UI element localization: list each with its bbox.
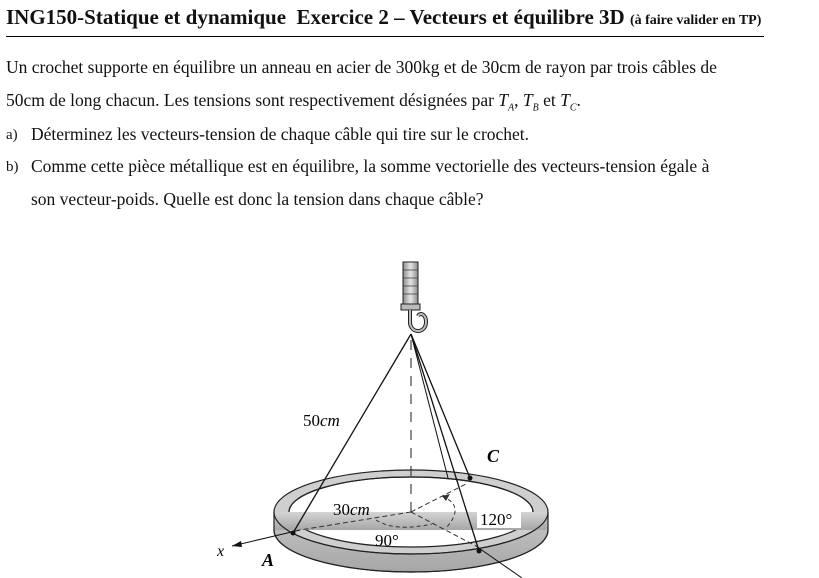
tension-tb: $T_B$: [522, 90, 539, 114]
statement-line-2-text: 50cm de long chacun. Les tensions sont respectivement désignées par: [6, 90, 494, 110]
label-cable-length: 50cm: [303, 411, 340, 430]
question-b-label: b): [6, 159, 19, 175]
tension-separator: ,: [514, 90, 519, 110]
course-title: ING150-Statique et dynamique: [6, 5, 287, 29]
tension-ta: $T_A$: [498, 90, 515, 114]
question-a-text: Déterminez les vecteurs-tension de chaque câble qui tire sur le crochet.: [31, 124, 530, 144]
statement-et: et: [543, 90, 556, 110]
hook: [401, 262, 426, 331]
question-b-text: Comme cette pièce métallique est en équilibre, la somme vectorielle des vecteurs-tension égale à: [31, 156, 710, 176]
x-axis-arrowhead: [232, 541, 242, 547]
cable-c: [411, 334, 470, 478]
label-axis-x: x: [217, 543, 225, 560]
label-angle-120: 120°: [480, 510, 513, 529]
attach-point-c: [468, 476, 473, 481]
label-point-a: A: [262, 550, 275, 570]
label-point-c: C: [487, 446, 500, 466]
exercise-title: Exercice 2 – Vecteurs et équilibre 3D: [296, 5, 625, 29]
cable-rear: [411, 334, 448, 478]
question-b-text-continued: son vecteur-poids. Quelle est donc la tension dans chaque câble?: [31, 189, 484, 209]
statement-end: .: [576, 90, 581, 110]
label-radius: 30cm: [333, 500, 370, 519]
exercise-note: (à faire valider en TP): [629, 13, 762, 28]
statement-line-1: Un crochet supporte en équilibre un anneau en acier de 300kg et de 30cm de rayon par trois câbles de: [6, 57, 717, 77]
label-angle-90: 90°: [375, 531, 399, 550]
tension-tc: $T_C$: [560, 90, 577, 114]
question-a-label: a): [6, 127, 18, 143]
